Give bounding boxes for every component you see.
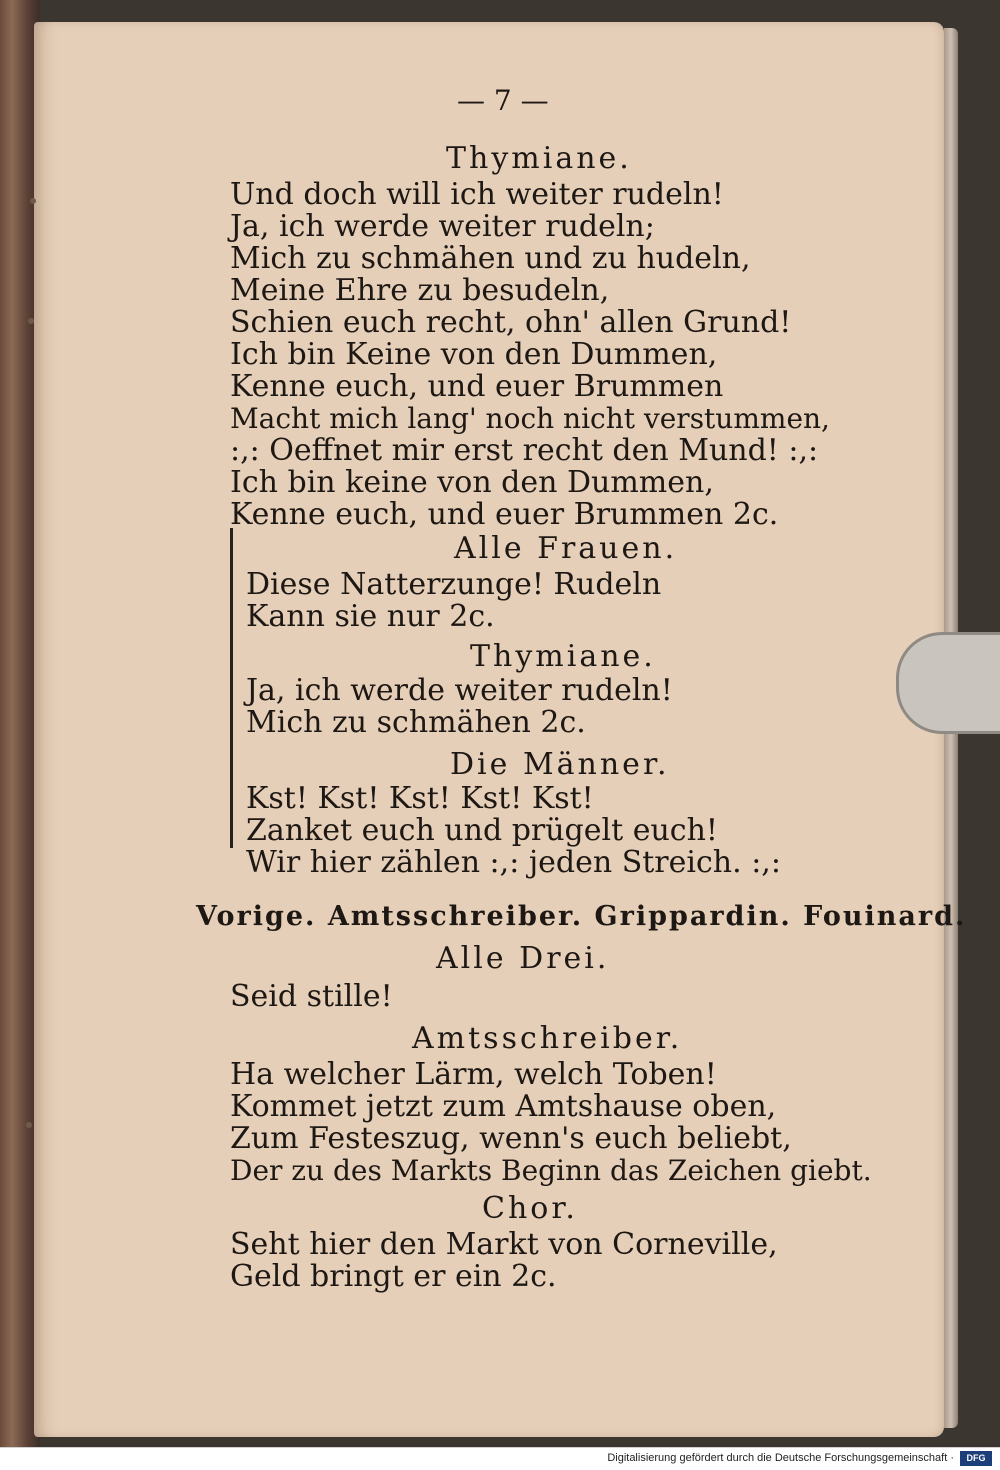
verse-line: Seid stille! bbox=[230, 979, 393, 1014]
stitch-hole bbox=[28, 318, 34, 324]
verse-line: Kommet jetzt zum Amtshause oben, bbox=[230, 1089, 777, 1124]
stitch-hole bbox=[30, 198, 36, 204]
verse-line: Diese Natterzunge! Rudeln bbox=[246, 567, 662, 602]
ensemble-brace bbox=[230, 528, 233, 848]
verse-line: Zanket euch und prügelt euch! bbox=[246, 813, 718, 848]
verse-line: Kenne euch, und euer Brummen 2c. bbox=[230, 497, 779, 532]
verse-line: Kenne euch, und euer Brummen bbox=[230, 369, 724, 404]
verse-line: Zum Festeszug, wenn's euch beliebt, bbox=[230, 1121, 792, 1156]
footer-bar bbox=[0, 1447, 1000, 1470]
speaker-alle-drei: Alle Drei. bbox=[436, 941, 610, 976]
verse-line: Ich bin keine von den Dummen, bbox=[230, 465, 714, 500]
verse-line: Mich zu schmähen und zu hudeln, bbox=[230, 241, 751, 276]
speaker-alle-frauen: Alle Frauen. bbox=[454, 531, 678, 566]
dfg-logo-icon: DFG bbox=[960, 1451, 992, 1466]
speaker-chor: Chor. bbox=[482, 1191, 578, 1226]
verse-line: Wir hier zählen :,: jeden Streich. :,: bbox=[246, 845, 781, 880]
verse-line: Meine Ehre zu besudeln, bbox=[230, 273, 610, 308]
speaker-die-maenner: Die Männer. bbox=[450, 747, 670, 782]
verse-line: Und doch will ich weiter rudeln! bbox=[230, 177, 724, 212]
footer-credit: Digitalisierung gefördert durch die Deutsche Forschungsgemeinschaft · bbox=[607, 1452, 954, 1464]
stitch-hole bbox=[26, 1122, 32, 1128]
verse-line: Macht mich lang' noch nicht verstummen, bbox=[230, 402, 830, 435]
speaker-amtsschreiber: Amtsschreiber. bbox=[412, 1021, 683, 1056]
book-clip bbox=[896, 632, 1000, 734]
verse-line: Schien euch recht, ohn' allen Grund! bbox=[230, 305, 792, 340]
verse-line: Ja, ich werde weiter rudeln! bbox=[246, 673, 673, 708]
verse-line: Geld bringt er ein 2c. bbox=[230, 1259, 557, 1294]
speaker-thymiane: Thymiane. bbox=[470, 639, 656, 674]
verse-line: Der zu des Markts Beginn das Zeichen giebt. bbox=[230, 1154, 872, 1187]
verse-line: Mich zu schmähen 2c. bbox=[246, 705, 586, 740]
verse-line: Ha welcher Lärm, welch Toben! bbox=[230, 1057, 717, 1092]
verse-line: Ja, ich werde weiter rudeln; bbox=[230, 209, 655, 244]
verse-line: Kann sie nur 2c. bbox=[246, 599, 495, 634]
book-page bbox=[34, 22, 967, 1437]
verse-line: Ich bin Keine von den Dummen, bbox=[230, 337, 718, 372]
speaker-thymiane: Thymiane. bbox=[446, 141, 632, 176]
verse-line: Kst! Kst! Kst! Kst! Kst! bbox=[246, 781, 594, 816]
verse-line: :,: Oeffnet mir erst recht den Mund! :,: bbox=[230, 433, 819, 468]
page-number: — 7 — bbox=[457, 84, 549, 117]
scene-heading: Vorige. Amtsschreiber. Grippardin. Fouinard. bbox=[196, 901, 967, 932]
verse-line: Seht hier den Markt von Corneville, bbox=[230, 1227, 778, 1262]
